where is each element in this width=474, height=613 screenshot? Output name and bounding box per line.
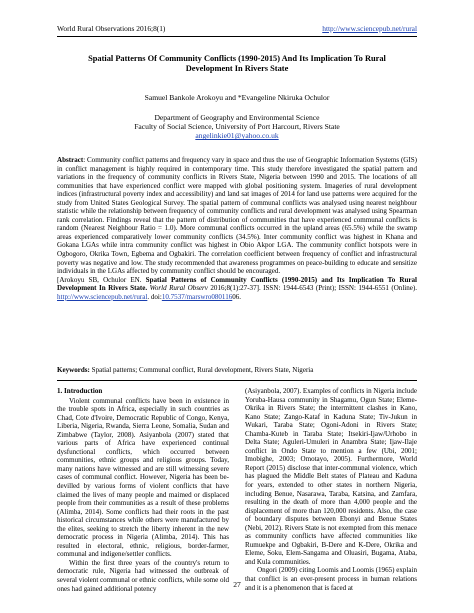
citation-url-link[interactable]: http://www.sciencepub.net/rural <box>57 292 148 301</box>
page-number: 27 <box>233 580 241 589</box>
citation-details: 2016;8(1):27-37]. ISSN: 1944-6543 (Print); ISSN: 1944-6551 (Online). <box>210 284 417 293</box>
abstract-label: Abstract <box>57 156 84 164</box>
keywords <box>57 366 417 374</box>
paragraph: Within the first three years of the country's return to democratic rule, Nigeria had witnessed the outbreak of several violent communal or ethnic conflicts, while some old ones had gained additional potency <box>57 558 230 593</box>
running-head <box>57 24 417 33</box>
keywords-divider <box>57 380 417 381</box>
paragraph: Ongori (2009) citing Loomis and Loomis (1965) explain that conflict is an ever-present process in human relations and it is a phenomenon that is faced at <box>245 566 417 592</box>
paragraph: Violent communal conflicts have been in existence in the trouble spots in Africa, especially in such countries as Chad, Cote d'Ivoire, Democratic Republic of Congo, Kenya, Liberia, Nigeria, Rwanda, Sierra Leone, Somalia, Sudan and Zimbabwe (Taylor, 2008). Asiyanbola (2007) stated that various parts of Africa have experienced continual dysfunctional conflicts, which occurred between communities, ethnic groups and religious groups. Today, many nations have witnessed and are still witnessing severe cases of communal conflict. However, Nigeria has been be-devilled by various forms of violent conflicts that have claimed the lives of many people and maimed or displaced people from their communities as a result of these problems (Alimba, 2014). Some conflicts had their roots in the past historical circumstances while others were manufactured by the elites, seeking to stretch the liberty inherent in the new democratic process in Nigeria (Alimba, 2014). This has resulted in electoral, ethnic, religious, border-farmer, communal and indigene/settler conflicts. <box>57 396 229 559</box>
keywords-text: Spatial patterns; Communal conflict, Rural development, Rivers State, Nigeria <box>89 366 314 374</box>
abstract-text: : Community conflict patterns and frequency vary in space and thus the use of Geographic Information Systems (GIS) in conflict management is highly required in contemporary time. This study therefore investigated the spatial pattern and variations in the frequency of community conflicts in Rivers State, Nigeria between 1990 and 2015. The locations of all communities that have experienced conflict were mapped with global positioning system. Imageries of rural development indices (infrastructural poverty index and accessibility) and land sat images of 2014 for land use patterns were acquired for the study from United States Geological Survey. The spatial pattern of communal conflicts was analysed using nearest neighbour statistic while the relationship between frequency of community conflicts and rural development was analysed using Spearman rank correlation. Findings reveal that the pattern of distribution of communities that have experienced communal conflicts is random (Nearest Neighbour Ratio = 1.0). More communal conflicts occurred in the upland areas (65.5%) while the swamp areas experienced comparatively lower community conflicts (34.5%). Inter community conflict was highest in Khana and Gokana LGAs while intra community conflict was highest in Obio Akpor LGA. The community conflict hotspots were in Ogbogoro, Okrika Town, Egbema and Ogbakiri. The correlation coefficient between frequency of conflict and infrastructural poverty was negative and low. The study recommended that awareness programmes on peace-building to educate and sensitize individuals in the LGAs affected by community conflict should be encouraged. <box>57 156 417 276</box>
abstract <box>57 156 417 301</box>
left-column <box>57 387 229 593</box>
citation-separator: . doi: <box>147 292 162 301</box>
paper-title: Spatial Patterns Of Community Conflicts (1990-2015) And Its Implication To Rural Development In Rivers State <box>88 54 386 73</box>
citation-doi-link[interactable]: 10.7537/marswro080116 <box>161 292 233 301</box>
citation-end: 06. <box>232 292 242 301</box>
journal-url-link[interactable]: http://www.sciencepub.net/rural <box>322 24 417 33</box>
faculty: Faculty of Social Science, University of Port Harcourt, Rivers State <box>134 122 340 132</box>
authors: Samuel Bankole Arokoyu and *Evangeline Nkiruka Ochulor <box>144 93 330 102</box>
intro-heading: 1. Introduction <box>57 387 103 395</box>
paragraph: (Asiyanbola, 2007). Examples of conflicts in Nigeria include Yoruba-Hausa community in Shagamu, Ogun State; Eleme-Okrika in Rivers State; the intermittent clashes in Kano, Kano State; Zango-Kataf in Kaduna State; Tiv-Jukun in Wukari, Taraba State; Ogoni-Adoni in Rivers State; Chamba-Kuteb in Taraba State; Itsekiri-Ijaw/Urhobo in Delta State; Aguleri-Umuleri in Anambra State; Ijaw-Ilaje conflict in Ondo State to mention a few (Ubi, 2001; Imobighe, 2003; Omotayo, 2005). Furthermore, World Report (2015) disclose that inter-communal violence, which has plagued the Middle Belt states of Plateau and Kaduna for years, extended to other states in northern Nigeria, including Benue, Nasarawa, Taraba, Katsina, and Zamfara, resulting in the death of more than 4,000 people and the displacement of more than 120,000 residents. Also, the case of boundary disputes between Ebonyi and Benue States (Nebi, 2012). Rivers State is not exempted from this menace as community conflicts have affected communities like Rumuekpe and Ogbakiri, B-Dere and K-Dere, Okrika and Eleme, Soku, Elem-Sangama and Oluasiri, Bugama, Ataba, and Kula communities. <box>245 387 418 566</box>
journal-name: World Rural Observations 2016;8(1) <box>57 24 166 33</box>
right-column <box>245 387 417 592</box>
header-divider <box>57 36 417 37</box>
citation-title: Spatial Patterns of Community Conflicts (1990-2015) and Its Implication To Rural Development In Rivers State. <box>57 275 418 293</box>
department: Department of Geography and Environmental Science <box>154 113 320 122</box>
citation-journal: World Rural Observ <box>147 284 211 293</box>
affiliation <box>57 113 417 141</box>
citation-prefix: [Arokoyu SB, Ochulor EN. <box>57 275 146 284</box>
keywords-label: Keywords: <box>57 366 90 374</box>
email-link[interactable]: angelinkie01@yahoo.co.uk <box>195 131 279 141</box>
